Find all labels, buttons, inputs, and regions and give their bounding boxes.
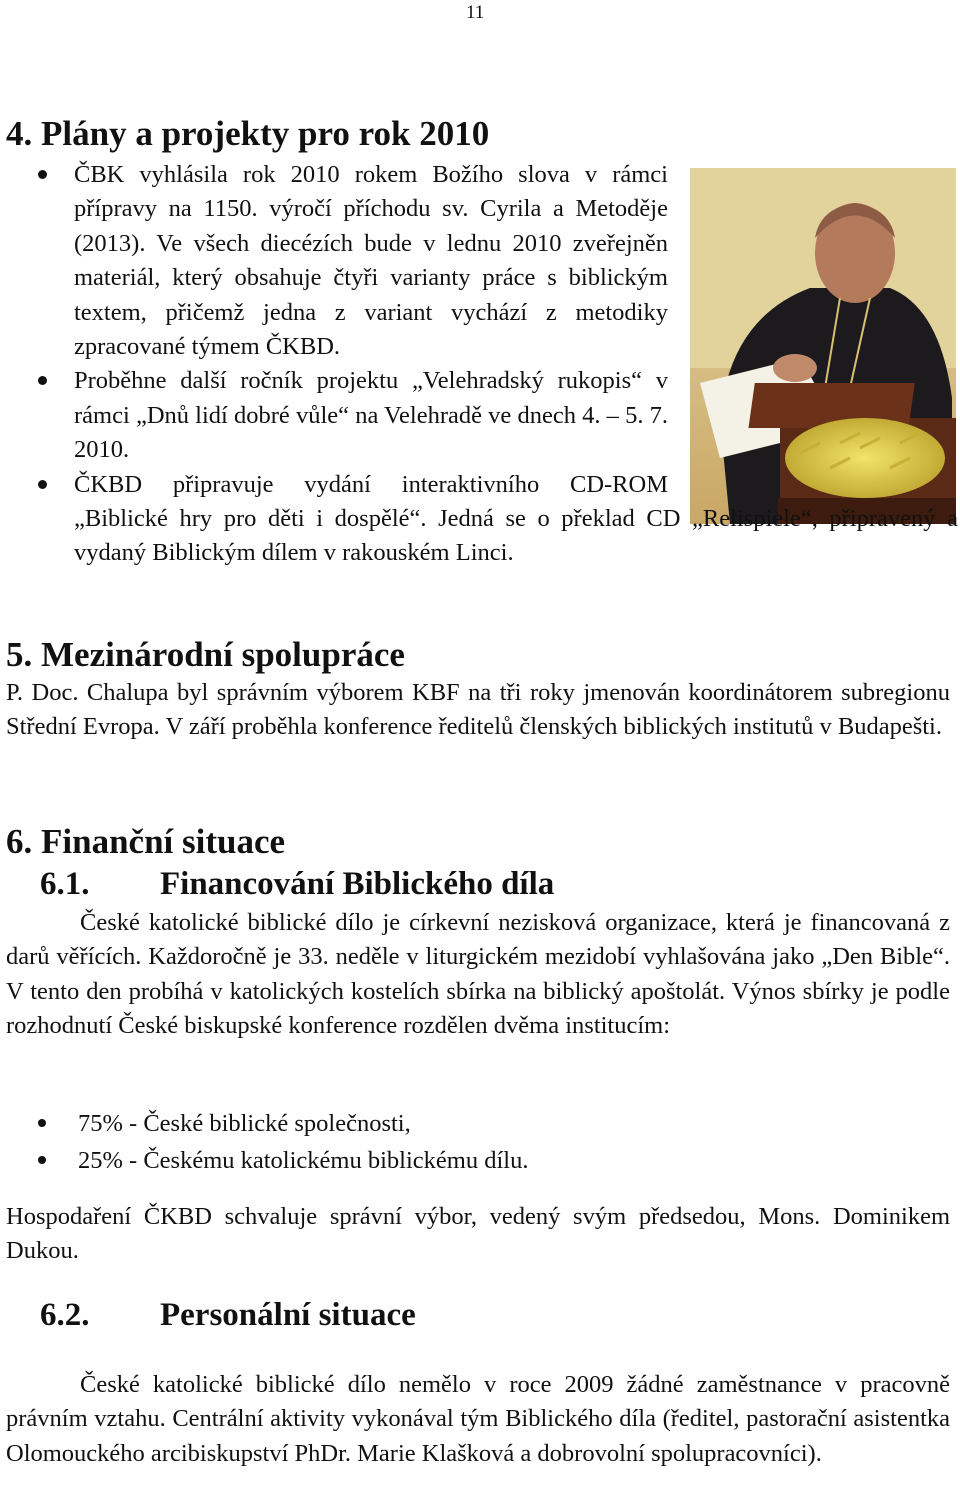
- bullet-icon: [38, 376, 47, 385]
- management-paragraph: Hospodaření ČKBD schvaluje správní výbor, vedený svým předsedou, Mons. Dominikem Dukou.: [6, 1203, 950, 1265]
- section-6-heading: 6. Finanční situace: [6, 822, 286, 861]
- bullet-icon: [38, 1119, 46, 1127]
- financing-paragraph: České katolické biblické dílo je církevní nezisková organizace, která je financovaná z darů věřících. Každoročně je 33. neděle v liturgickém mezidobí vyhlašována jako „Den Bible“. V tento den probíhá v katolických kostelích sbírka na biblický apoštolát. Výnos sbírky je podle rozhodnutí České biskupské konference rozdělen dvěma institucím:: [6, 909, 950, 1040]
- bullet-item-cd-rom: ČKBD připravuje vydání interaktivního CD-ROM „Biblické hry pro děti i dospělé“. Jedná se o překlad CD „Relispiele“, připravený a vydaný Biblickým dílem v rakouském Linci.: [0, 468, 958, 571]
- subsection-title: Personální situace: [160, 1297, 416, 1333]
- distribution-list: [8, 1105, 528, 1179]
- personnel-paragraph: České katolické biblické dílo nemělo v roce 2009 žádné zaměstnance v pracovně právním vztahu. Centrální aktivity vykonával tým Biblického díla (ředitel, pastorační asistentka Olomouckého arcibiskupství PhDr. Marie Klašková a dobrovolní spolupracovníci).: [6, 1371, 950, 1467]
- subsection-number: 6.2.: [40, 1297, 90, 1333]
- bullet-icon: [38, 1156, 46, 1164]
- page-number: 11: [466, 2, 485, 23]
- list-item-cbs: 75% - České biblické společnosti,: [8, 1105, 528, 1142]
- subsection-number: 6.1.: [40, 866, 90, 902]
- bullet-icon: [38, 480, 47, 489]
- section-5-heading: 5. Mezinárodní spolupráce: [6, 635, 405, 674]
- section-4-heading: 4. Plány a projekty pro rok 2010: [6, 114, 490, 153]
- bullet-item-bible-year: ČBK vyhlásila rok 2010 rokem Božího slova v rámci přípravy na 1150. výročí příchodu sv. Cyrila a Metoděje (2013). Ve všech diecézích bude v lednu 2010 zveřejněn materiál, který obsahuje čtyři varianty práce s biblickým textem, přičemž jedna z variant vychází z metodiky zpracované týmem ČKBD.: [0, 158, 958, 364]
- bullet-icon: [38, 170, 47, 179]
- list-item-ckbd: 25% - Českému katolickému biblickému dílu.: [8, 1142, 528, 1179]
- section-5-paragraph: P. Doc. Chalupa byl správním výborem KBF na tři roky jmenován koordinátorem subregionu Střední Evropa. V září proběhla konference ředitelů členských biblických institutů v Budapešti.: [6, 679, 950, 741]
- bullet-item-velehrad: Proběhne další ročník projektu „Velehradský rukopis“ v rámci „Dnů lidí dobré vůle“ na Velehradě ve dnech 4. – 5. 7. 2010.: [0, 364, 958, 467]
- section-4-bullet-list: [0, 158, 958, 571]
- subsection-title: Financování Biblického díla: [160, 866, 555, 902]
